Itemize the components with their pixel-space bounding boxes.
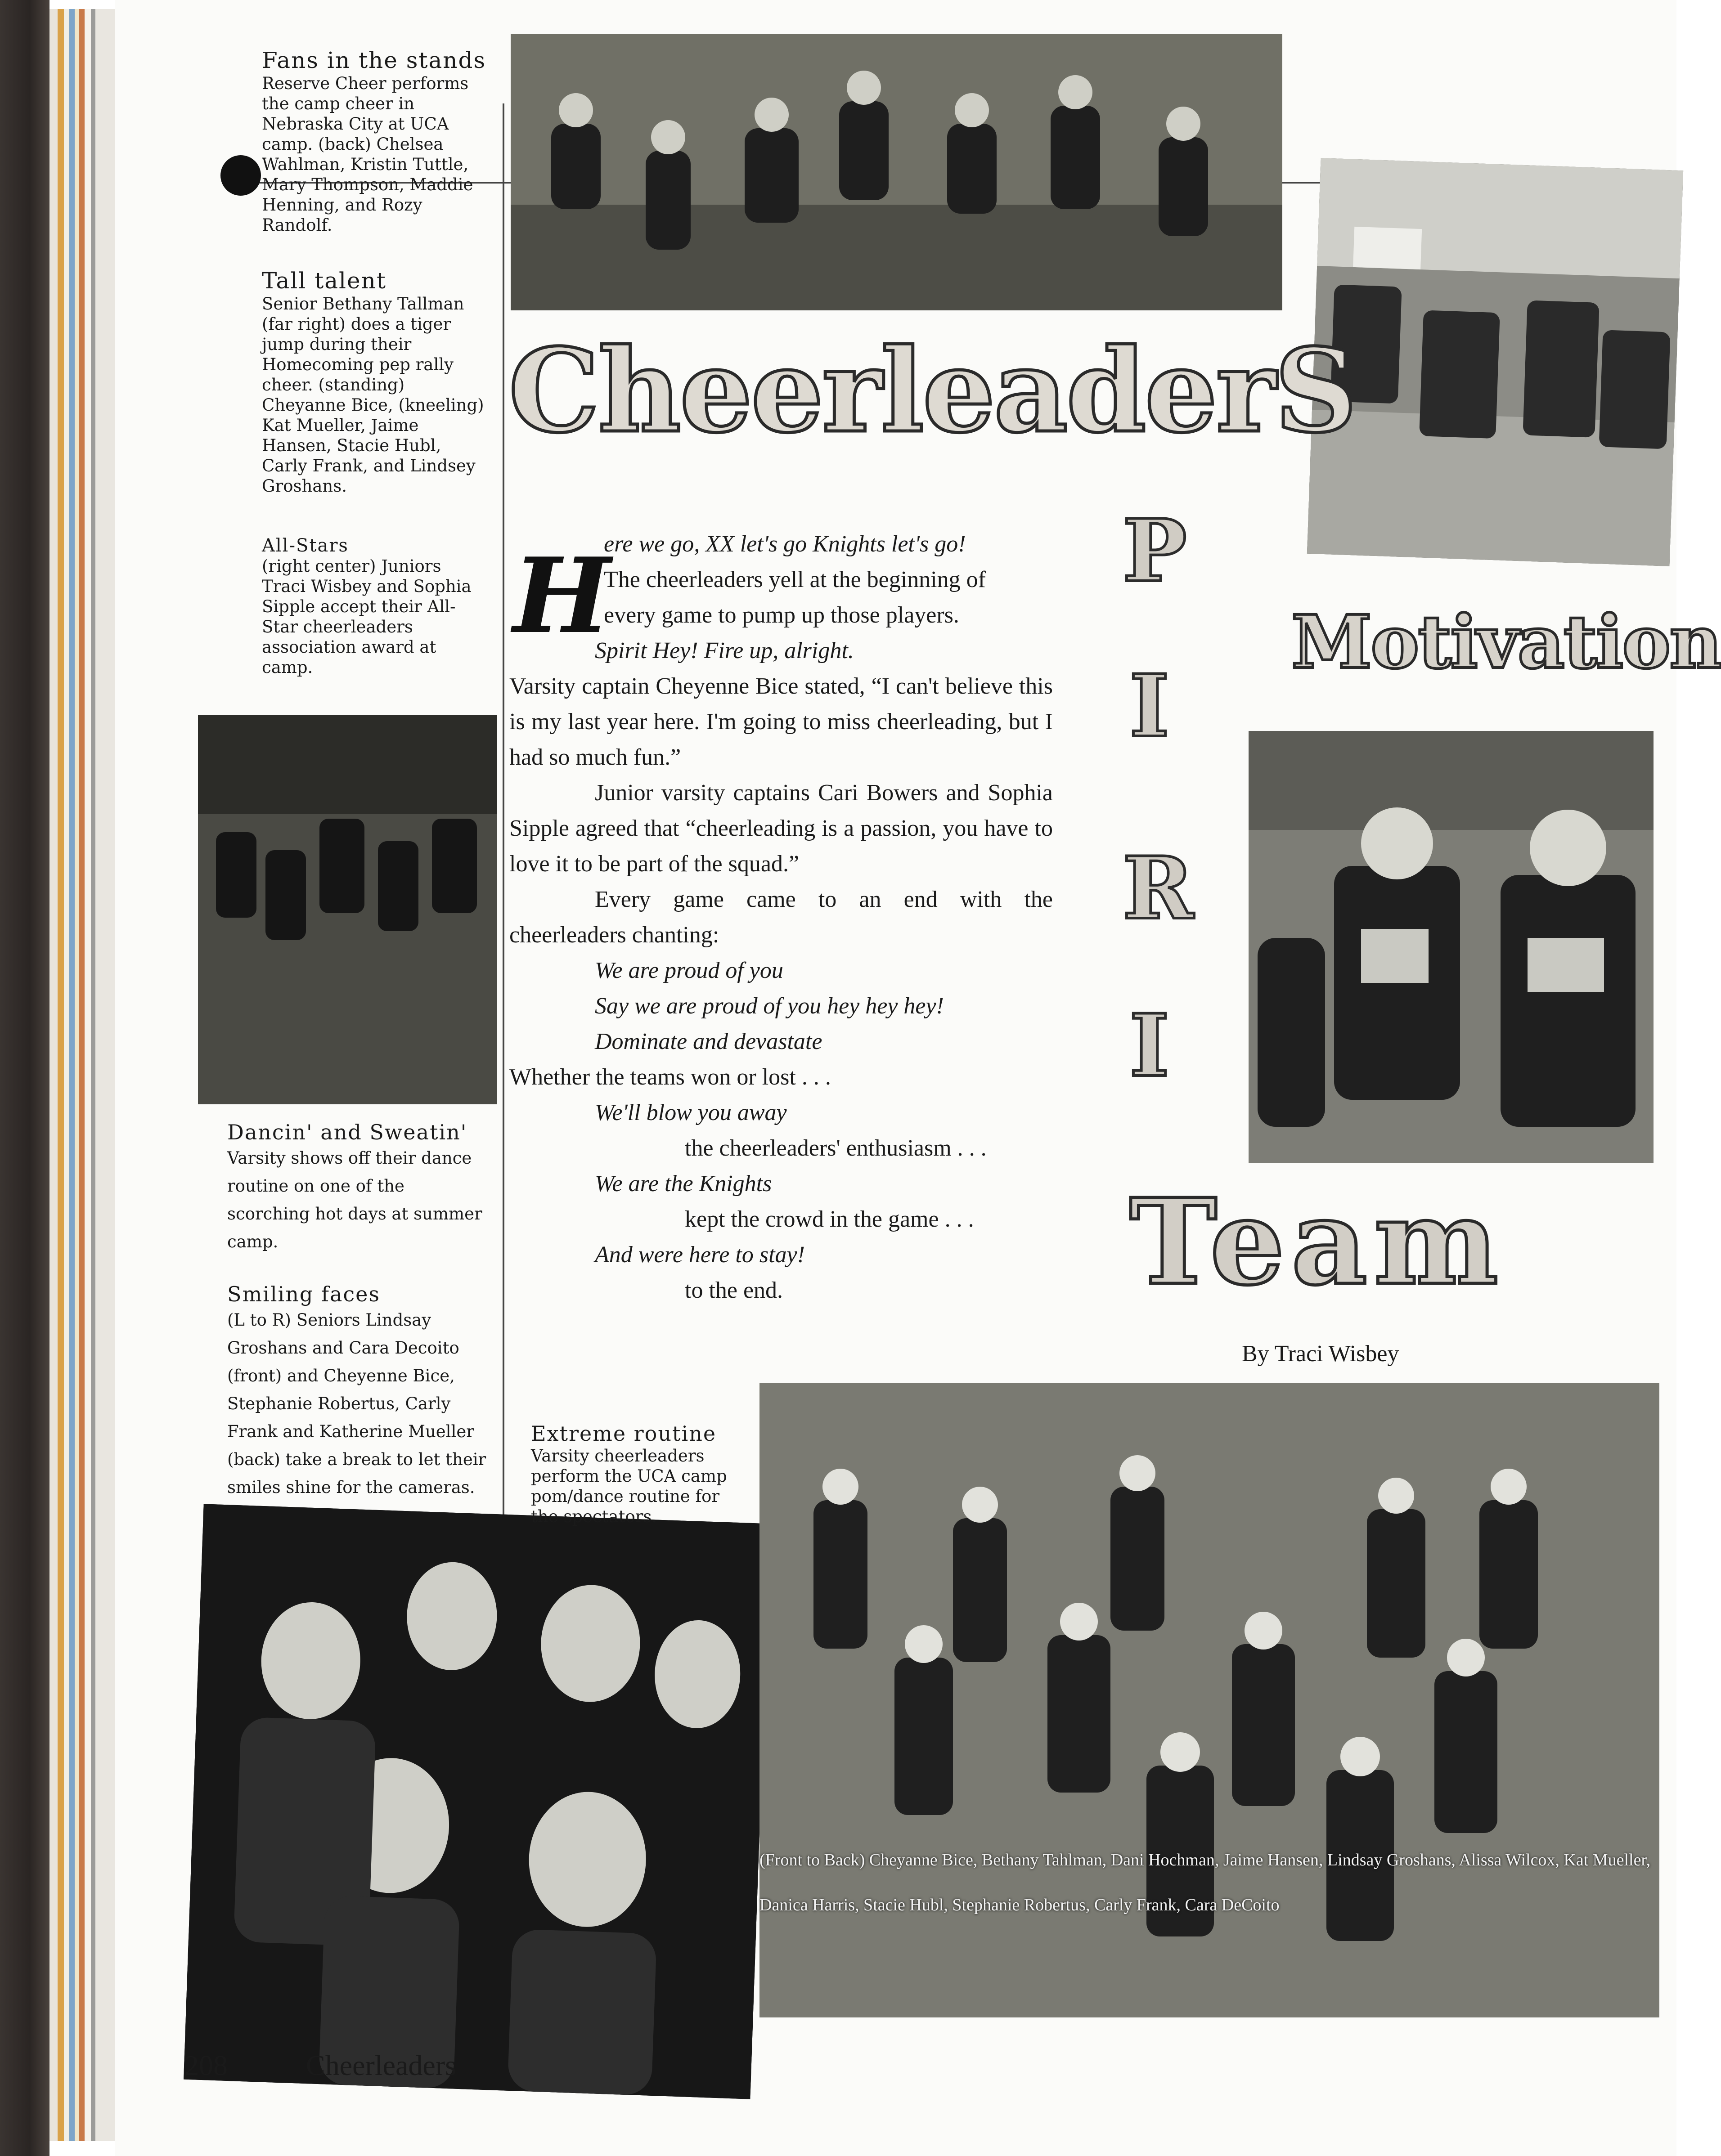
caption-smiling-faces: [227, 1282, 488, 1502]
page-edge: [49, 9, 58, 2141]
caption-all-stars: [262, 535, 487, 677]
dropcap-letter: H: [513, 535, 611, 657]
page-edge: [75, 9, 79, 2141]
caption-title: All-Stars: [262, 535, 349, 556]
motivation-heading: Motivation: [1291, 600, 1721, 685]
caption-text: Varsity cheerleaders perform the UCA camp pom/dance routine for the spectators.: [531, 1446, 727, 1526]
story-line: The cheerleaders yell at the beginning of: [604, 567, 986, 592]
page-edge: [58, 9, 64, 2141]
story-paragraph: Whether the teams won or lost . . .: [509, 1064, 831, 1090]
caption-fans-in-stands: [262, 47, 487, 235]
spirit-letter: R: [1123, 838, 1194, 938]
photo-smiling-faces: [184, 1504, 770, 2099]
caption-text: Senior Bethany Tallman (far right) does a tiger jump during their Homecoming pep rally cheer. (standing) Cheyanne Bice, (kneeling) Kat Mueller, Jaime Hansen, Stacie Hubl, Carly Frank, and Lindsey Groshans.: [262, 294, 484, 496]
caption-title: Dancin' and Sweatin': [227, 1120, 467, 1144]
caption-title: Smiling faces: [227, 1282, 381, 1306]
chant-call: We are the Knights: [595, 1171, 772, 1197]
caption-text: Reserve Cheer performs the camp cheer in Nebraska City at UCA camp. (back) Chelsea Wahlman, Kristin Tuttle, Mary Thompson, Maddie Henning, and Rozy Randolf.: [262, 74, 473, 235]
story-paragraph: Varsity captain Cheyenne Bice stated, “I can't believe this is my last year here. I'm going to miss cheerleading, but I had so much fun.”: [509, 673, 1053, 770]
photo-dancin-sweatin: [198, 715, 497, 1104]
story-line: every game to pump up those players.: [604, 602, 959, 628]
caption-tall-talent: [262, 268, 487, 496]
chant-response: kept the crowd in the game . . .: [685, 1206, 974, 1232]
story-line: ere we go, XX let's go Knights let's go!: [604, 531, 966, 557]
story-body: [509, 526, 1053, 1308]
page-number: 208: [184, 2049, 228, 2081]
photo-all-stars: [1249, 731, 1654, 1163]
caption-title: Extreme routine: [531, 1421, 717, 1446]
caption-title: Tall talent: [262, 268, 386, 294]
story-line: Spirit Hey! Fire up, alright.: [595, 638, 854, 663]
caption-text: (right center) Juniors Traci Wisbey and Sophia Sipple accept their All-Star cheerleaders association award at camp.: [262, 556, 472, 677]
page-edge: [85, 9, 91, 2141]
book-binding: [0, 0, 49, 2156]
caption-extreme-routine: [531, 1421, 747, 1527]
caption-title: Fans in the stands: [262, 47, 486, 73]
story-paragraph: Junior varsity captains Cari Bowers and Sophia Sipple agreed that “cheerleading is a passion, you have to love it to be part of the squad.”: [509, 780, 1053, 877]
chant-line: Say we are proud of you hey hey hey!: [595, 993, 944, 1019]
page-edge: [69, 9, 75, 2141]
page-edge: [95, 9, 115, 2141]
page-edge: [91, 9, 95, 2141]
chant-line: We are proud of you: [595, 958, 783, 983]
spirit-letter: I: [1129, 995, 1169, 1096]
chant-line: Dominate and devastate: [595, 1029, 822, 1054]
chant-response: the cheerleaders' enthusiasm . . .: [685, 1135, 987, 1161]
chant-call: We'll blow you away: [595, 1100, 787, 1125]
page-edge: [79, 9, 85, 2141]
team-heading: Team: [1129, 1173, 1505, 1311]
spirit-letter: I: [1129, 656, 1169, 756]
page-edge: [64, 9, 69, 2141]
chant-call: And were here to stay!: [595, 1242, 805, 1268]
story-paragraph: Every game came to an end with the cheerleaders chanting:: [509, 887, 1053, 948]
chant-response: to the end.: [685, 1277, 783, 1303]
photo-fans-in-stands: [511, 34, 1282, 310]
page-title: CheerleaderS: [508, 324, 1356, 458]
section-name: Cheerleaders: [306, 2049, 457, 2081]
photo-tall-talent: [1307, 158, 1683, 566]
spirit-letter: P: [1123, 501, 1187, 601]
caption-dancin-sweatin: [227, 1120, 488, 1256]
photo-name-overlay: (Front to Back) Cheyanne Bice, Bethany Tahlman, Dani Hochman, Jaime Hansen, Lindsay Groshans, Alissa Wilcox, Kat Mueller, Danica Harris, Stacie Hubl, Stephanie Robertus, Carly Frank, Cara DeCoito: [759, 1851, 1651, 1914]
caption-text: Varsity shows off their dance routine on one of the scorching hot days at summer camp.: [227, 1148, 482, 1251]
caption-text: (L to R) Seniors Lindsay Groshans and Cara Decoito (front) and Cheyenne Bice, Stephanie Robertus, Carly Frank and Katherine Mueller (back) take a break to let their smiles shine for the cameras.: [227, 1310, 486, 1497]
bullet-dot: [220, 155, 261, 196]
byline: By Traci Wisbey: [1242, 1341, 1399, 1367]
